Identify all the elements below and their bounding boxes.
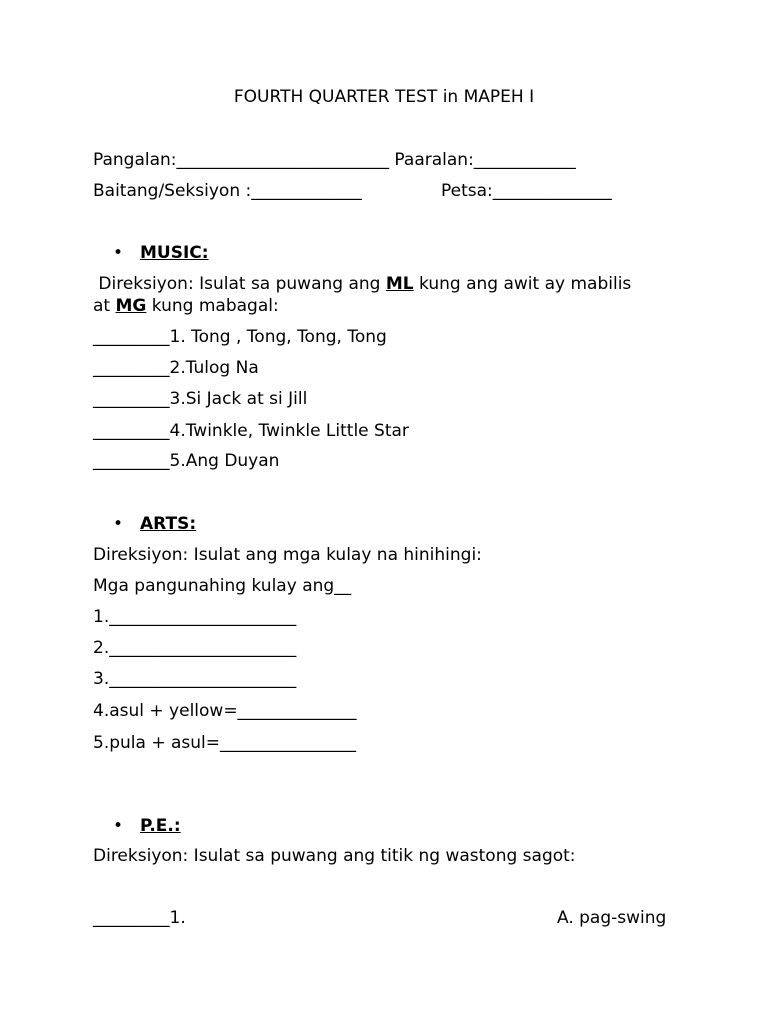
- arts-heading: ARTS:: [140, 514, 197, 534]
- music-heading: MUSIC:: [140, 243, 209, 263]
- arts-direction: Direksiyon: Isulat ang mga kulay na hinihingi:: [93, 545, 482, 565]
- music-item: _________4.Twinkle, Twinkle Little Star: [93, 421, 409, 441]
- pe-choice: A. pag-swing: [557, 908, 667, 928]
- pe-item: _________1.: [93, 908, 186, 928]
- bullet-icon: •: [113, 816, 124, 836]
- music-direction-text: Direksiyon: Isulat sa puwang ang: [93, 274, 386, 294]
- page-title: FOURTH QUARTER TEST in MAPEH I: [233, 87, 535, 107]
- arts-item: 1.______________________: [93, 607, 297, 627]
- bullet-icon: •: [113, 514, 124, 534]
- pe-heading: P.E.:: [140, 816, 181, 836]
- music-direction-text: kung mabagal:: [146, 296, 279, 316]
- bullet-icon: •: [113, 243, 124, 263]
- arts-item: 4.asul + yellow=______________: [93, 701, 357, 721]
- music-direction-line-1: [93, 274, 631, 294]
- music-direction-text: kung ang awit ay mabilis: [413, 274, 632, 294]
- music-item: _________1. Tong , Tong, Tong, Tong: [93, 327, 387, 347]
- arts-prompt: Mga pangunahing kulay ang__: [93, 576, 352, 596]
- grade-section-line: Baitang/Seksiyon :_____________: [93, 181, 362, 201]
- pe-direction: Direksiyon: Isulat sa puwang ang titik ng wastong sagot:: [93, 846, 576, 866]
- music-item: _________5.Ang Duyan: [93, 451, 280, 471]
- music-direction-text: at: [93, 296, 116, 316]
- music-direction-line-2: [93, 296, 279, 316]
- ml-label: ML: [385, 274, 414, 294]
- arts-item: 5.pula + asul=________________: [93, 733, 356, 753]
- mg-label: MG: [115, 296, 147, 316]
- music-item: _________2.Tulog Na: [93, 358, 259, 378]
- music-item: _________3.Si Jack at si Jill: [93, 389, 308, 409]
- name-school-line: Pangalan:_________________________ Paaralan:____________: [93, 150, 576, 170]
- date-line: Petsa:______________: [441, 181, 612, 201]
- arts-item: 2.______________________: [93, 638, 297, 658]
- arts-item: 3.______________________: [93, 669, 297, 689]
